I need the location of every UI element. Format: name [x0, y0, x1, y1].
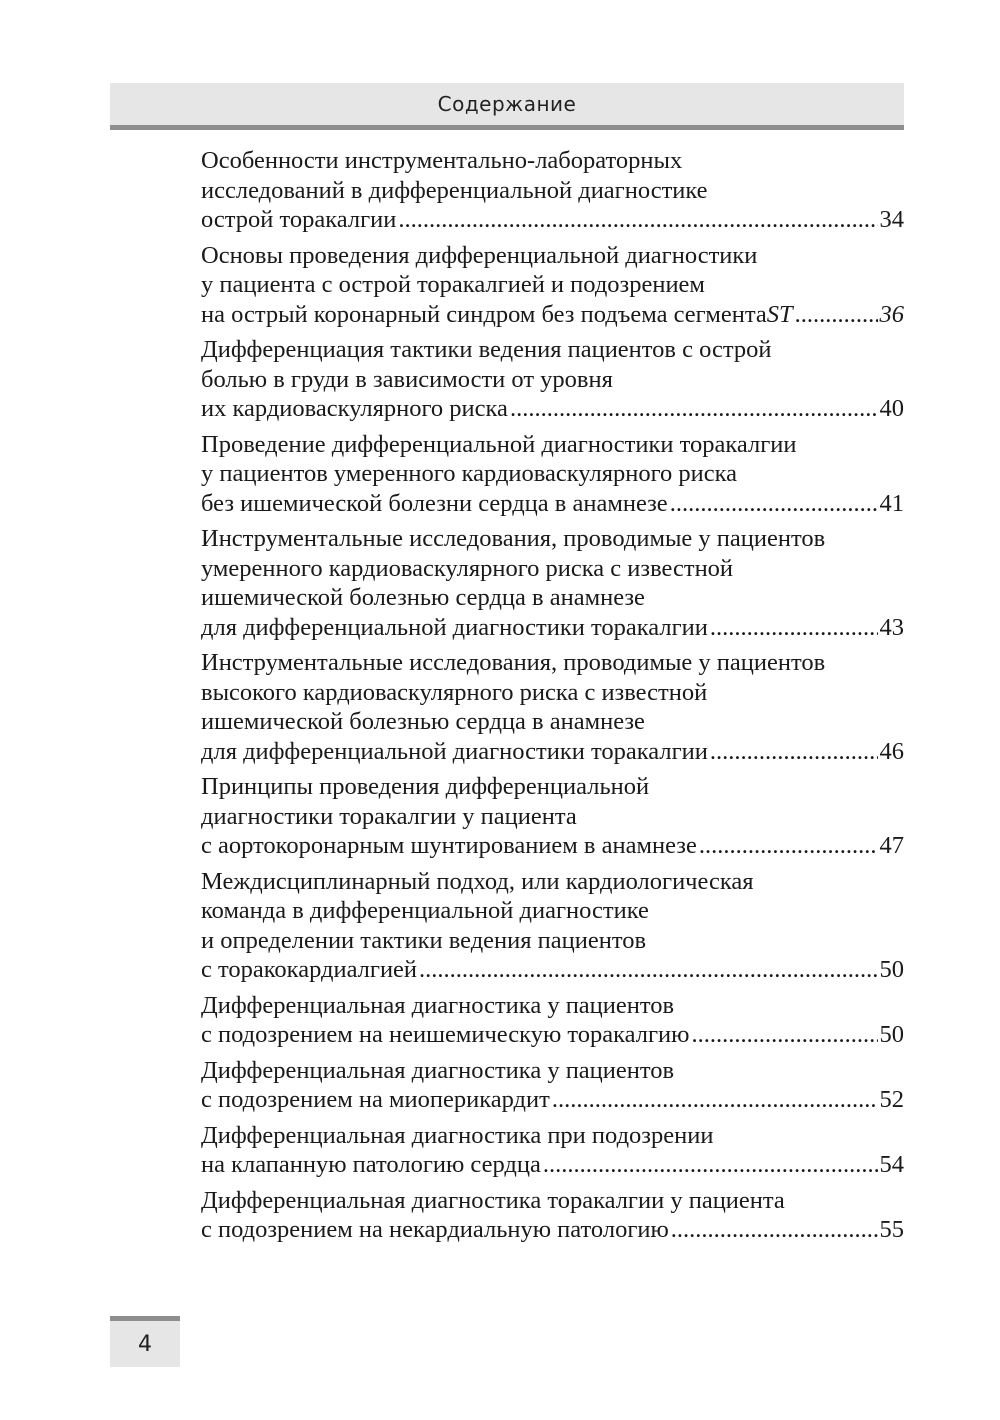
- toc-entry-title-line: Принципы проведения дифференциальной: [201, 773, 650, 800]
- toc-entry[interactable]: [201, 1121, 904, 1180]
- toc-entry-title-line: ишемической болезнью сердца в анамнезе: [201, 708, 645, 735]
- dot-leader: [419, 955, 877, 985]
- toc-page-number: 54: [879, 1151, 904, 1178]
- toc-page-number: 34: [879, 206, 904, 233]
- toc-entry-title-line: острой торакалгии: [201, 206, 397, 233]
- toc-entry-title-line: их кардиоваскулярного риска: [201, 395, 508, 422]
- toc-entry-title-line: команда в дифференциальной диагностике: [201, 897, 649, 924]
- toc-entry[interactable]: [201, 648, 904, 766]
- dot-leader: [691, 1020, 877, 1050]
- toc-entry-title-line: Инструментальные исследования, проводимые у пациентов: [201, 649, 826, 676]
- toc-entry[interactable]: [201, 1186, 904, 1245]
- page-number: 4: [138, 1331, 152, 1357]
- toc-entry-title-line: у пациентов умеренного кардиоваскулярного риска: [201, 460, 738, 487]
- dot-leader: [699, 831, 878, 861]
- toc-entry-title-line: умеренного кардиоваскулярного риска с известной: [201, 554, 734, 582]
- toc-entry-last-line: [201, 613, 904, 643]
- toc-entry-title-line: Дифференциальная диагностика при подозрении: [201, 1121, 714, 1149]
- header-title: Содержание: [437, 92, 577, 116]
- toc-page-number: 47: [879, 832, 904, 859]
- toc-page-number: 52: [879, 1086, 904, 1113]
- toc-entry-title-line: для дифференциальной диагностики торакалгии: [201, 737, 708, 765]
- dot-leader: [543, 1150, 878, 1180]
- toc-entry-title-line: исследований в дифференциальной диагностике: [201, 176, 708, 204]
- toc-entry-title-line: у пациента с острой торакалгией и подозрением: [201, 271, 705, 298]
- toc-entry-title-line: диагностики торакалгии у пациента: [201, 802, 577, 830]
- toc-page-number: 50: [879, 1021, 904, 1048]
- toc-entry-last-line: [201, 205, 904, 235]
- toc-entry-title-line: Дифференциальная диагностика у пациентов: [201, 1056, 675, 1084]
- table-of-contents: [201, 146, 904, 1251]
- toc-entry[interactable]: [201, 524, 904, 642]
- toc-entry-title-line: Проведение дифференциальной диагностики торакалгии: [201, 430, 797, 458]
- toc-entry-title-line: на клапанную патологию сердца: [201, 1151, 541, 1178]
- toc-entry-title-line: Дифференциальная диагностика торакалгии у пациента: [201, 1186, 785, 1214]
- toc-entry-title-line: Междисциплинарный подход, или кардиологическая: [201, 867, 754, 895]
- toc-entry-last-line: [201, 489, 904, 519]
- toc-page-number: 50: [879, 956, 904, 983]
- toc-page-number: 36: [879, 300, 904, 328]
- toc-entry-last-line: [201, 1150, 904, 1180]
- toc-entry-title-line: Дифференциация тактики ведения пациентов с острой: [201, 336, 772, 363]
- toc-entry-title-line: с аортокоронарным шунтированием в анамнезе: [201, 832, 697, 859]
- toc-entry-last-line: [201, 1020, 904, 1050]
- toc-entry-title-line: Основы проведения дифференциальной диагностики: [201, 241, 758, 269]
- toc-entry[interactable]: [201, 146, 904, 235]
- toc-entry-last-line: [201, 300, 904, 330]
- toc-entry-italic-term: ST: [766, 300, 793, 328]
- dot-leader: [710, 737, 878, 767]
- toc-page-number: 55: [879, 1216, 904, 1243]
- toc-entry-title-line: Дифференциальная диагностика у пациентов: [201, 991, 675, 1019]
- toc-entry-last-line: [201, 394, 904, 424]
- dot-leader: [710, 613, 878, 643]
- dot-leader: [510, 394, 878, 424]
- toc-entry[interactable]: [201, 867, 904, 985]
- toc-entry-title-line: с подозрением на неишемическую торакалгию: [201, 1021, 690, 1048]
- toc-entry-title-line: с подозрением на некардиальную патологию: [201, 1216, 669, 1243]
- toc-entry[interactable]: [201, 991, 904, 1050]
- toc-entry-last-line: [201, 955, 904, 985]
- dot-leader: [795, 300, 878, 330]
- dot-leader: [398, 205, 877, 235]
- toc-page-number: 43: [879, 613, 904, 641]
- toc-entry-title-line: и определении тактики ведения пациентов: [201, 926, 647, 954]
- toc-page-number: 46: [879, 737, 904, 765]
- toc-entry[interactable]: [201, 335, 904, 424]
- dot-leader: [552, 1085, 878, 1115]
- toc-entry-last-line: [201, 737, 904, 767]
- toc-entry-last-line: [201, 1215, 904, 1245]
- dot-leader: [670, 489, 878, 519]
- toc-entry[interactable]: [201, 241, 904, 330]
- toc-entry[interactable]: [201, 430, 904, 519]
- toc-entry-title-line: с торакокардиалгией: [201, 956, 418, 983]
- toc-entry-last-line: [201, 831, 904, 861]
- toc-entry-title-line: для дифференциальной диагностики торакалгии: [201, 613, 708, 641]
- toc-entry[interactable]: [201, 772, 904, 861]
- toc-entry-title-line: без ишемической болезни сердца в анамнезе: [201, 489, 668, 517]
- running-header: [110, 83, 904, 130]
- toc-entry-last-line: [201, 1085, 904, 1115]
- toc-entry-title-line: Особенности инструментально-лабораторных: [201, 147, 683, 174]
- dot-leader: [671, 1215, 878, 1245]
- page-number-tab: [110, 1316, 180, 1367]
- toc-page-number: 40: [879, 395, 904, 422]
- toc-page-number: 41: [879, 489, 904, 517]
- toc-entry-title-line: с подозрением на миоперикардит: [201, 1086, 550, 1113]
- toc-entry-title-line: высокого кардиоваскулярного риска с известной: [201, 678, 708, 706]
- toc-entry-title-line: ишемической болезнью сердца в анамнезе: [201, 584, 645, 611]
- toc-entry[interactable]: [201, 1056, 904, 1115]
- toc-entry-title-line: Инструментальные исследования, проводимые у пациентов: [201, 525, 826, 552]
- toc-entry-title-line: болью в груди в зависимости от уровня: [201, 365, 613, 393]
- toc-entry-title-line: на острый коронарный синдром без подъема сегмента: [201, 300, 767, 328]
